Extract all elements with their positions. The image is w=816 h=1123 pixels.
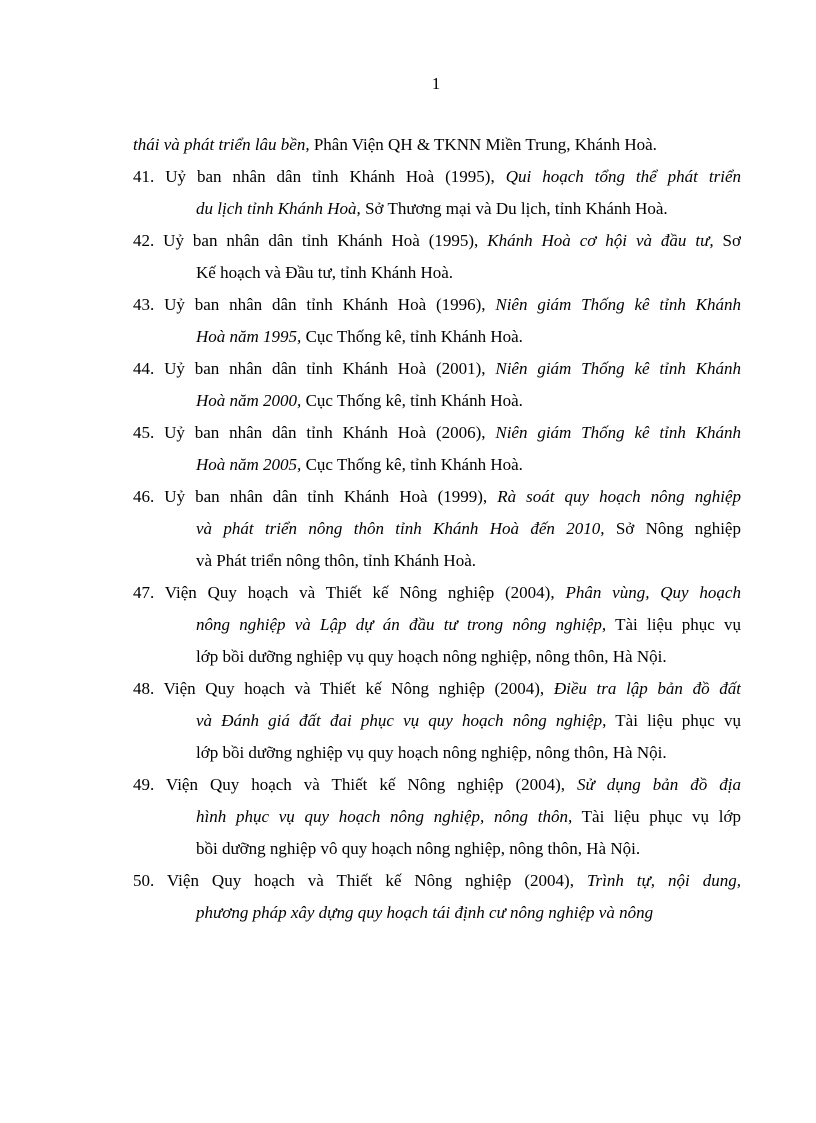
reference-text: Cục Thống kê, tỉnh Khánh Hoà. [301, 391, 523, 410]
reference-title-text: Hoà năm 2005, [196, 455, 302, 474]
reference-title-text: Niên giám Thống kê tỉnh Khánh [495, 423, 741, 442]
reference-text: Tài liệu phục vụ lớp [572, 807, 741, 826]
reference-title-text: thái và phát triển lâu bền, [133, 135, 310, 154]
reference-line [133, 321, 741, 353]
reference-title-text: Sử dụng bản đồ địa [577, 775, 741, 794]
reference-title-text: và Đánh giá đất đai phục vụ quy hoạch nông nghiệp, [196, 711, 607, 730]
reference-title-text: du lịch tỉnh Khánh Hoà, [196, 199, 361, 218]
reference-line [133, 385, 741, 417]
reference-title-text: Hoà năm 1995, [196, 327, 302, 346]
reference-text: lớp bồi dưỡng nghiệp vụ quy hoạch nông nghiệp, nông thôn, Hà Nội. [196, 647, 667, 666]
reference-title-text: Niên giám Thống kê tỉnh Khánh [495, 295, 741, 314]
reference-text: 46. Uỷ ban nhân dân tỉnh Khánh Hoà (1999), [133, 487, 498, 506]
reference-text: lớp bồi dưỡng nghiệp vụ quy hoạch nông nghiệp, nông thôn, Hà Nội. [196, 743, 667, 762]
reference-line [133, 353, 741, 385]
reference-line [133, 481, 741, 513]
reference-title-text: Niên giám Thống kê tỉnh Khánh [495, 359, 741, 378]
reference-title-text: Rà soát quy hoạch nông nghiệp [497, 487, 741, 506]
reference-text: và Phát triển nông thôn, tỉnh Khánh Hoà. [196, 551, 476, 570]
reference-title-text: Trình tự, nội dung, [586, 871, 741, 890]
reference-line [133, 737, 741, 769]
reference-line [133, 417, 741, 449]
page-number: 1 [431, 74, 441, 93]
reference-line [133, 513, 741, 545]
reference-text: Sở Nông nghiệp [604, 519, 741, 538]
reference-title-text: nông nghiệp và Lập dự án đầu tư trong nông nghiệp, [196, 615, 607, 634]
reference-line [133, 609, 741, 641]
reference-line [133, 801, 741, 833]
reference-text: Kế hoạch và Đầu tư, tỉnh Khánh Hoà. [196, 263, 454, 282]
reference-text: 49. Viện Quy hoạch và Thiết kế Nông nghiệp (2004), [133, 775, 578, 794]
reference-title-text: Điều tra lập bản đồ đất [553, 679, 741, 698]
reference-line [133, 129, 741, 161]
reference-text: 45. Uỷ ban nhân dân tỉnh Khánh Hoà (2006), [133, 423, 496, 442]
reference-text: Sơ [713, 231, 741, 250]
reference-text: 42. Uỷ ban nhân dân tỉnh Khánh Hoà (1995), [133, 231, 488, 250]
reference-line [133, 769, 741, 801]
reference-text: 44. Uỷ ban nhân dân tỉnh Khánh Hoà (2001), [133, 359, 496, 378]
reference-text: 47. Viện Quy hoạch và Thiết kế Nông nghiệp (2004), [133, 583, 566, 602]
reference-text: Phân Viện QH & TKNN Miền Trung, Khánh Hoà. [309, 135, 657, 154]
reference-text: Tài liệu phục vụ [606, 615, 741, 634]
reference-line [133, 225, 741, 257]
reference-text: 43. Uỷ ban nhân dân tỉnh Khánh Hoà (1996), [133, 295, 496, 314]
reference-line [133, 193, 741, 225]
reference-title-text: và phát triển nông thôn tỉnh Khánh Hoà đến 2010, [196, 519, 605, 538]
reference-line [133, 641, 741, 673]
reference-line [133, 865, 741, 897]
reference-text: bồi dưỡng nghiệp vô quy hoạch nông nghiệp, nông thôn, Hà Nội. [196, 839, 641, 858]
reference-list [133, 129, 741, 929]
reference-title-text: Hoà năm 2000, [196, 391, 302, 410]
reference-line [133, 161, 741, 193]
reference-text: Cục Thống kê, tỉnh Khánh Hoà. [301, 327, 523, 346]
reference-title-text: Qui hoạch tổng thể phát triển [505, 167, 741, 186]
reference-line [133, 545, 741, 577]
reference-title-text: Khánh Hoà cơ hội và đầu tư, [487, 231, 714, 250]
reference-line [133, 257, 741, 289]
reference-text: Sở Thương mại và Du lịch, tỉnh Khánh Hoà. [360, 199, 668, 218]
reference-line [133, 833, 741, 865]
reference-line [133, 449, 741, 481]
reference-text: Tài liệu phục vụ [606, 711, 741, 730]
reference-title-text: Phân vùng, Quy hoạch [565, 583, 741, 602]
reference-text: Cục Thống kê, tỉnh Khánh Hoà. [301, 455, 523, 474]
reference-line [133, 897, 741, 929]
reference-line [133, 673, 741, 705]
reference-text: 41. Uỷ ban nhân dân tỉnh Khánh Hoà (1995), [133, 167, 506, 186]
reference-text: 48. Viện Quy hoạch và Thiết kế Nông nghiệp (2004), [133, 679, 554, 698]
reference-line [133, 289, 741, 321]
reference-title-text: hình phục vụ quy hoạch nông nghiệp, nông thôn, [196, 807, 573, 826]
reference-line [133, 577, 741, 609]
reference-title-text: phương pháp xây dựng quy hoạch tái định cư nông nghiệp và nông [196, 903, 654, 922]
reference-text: 50. Viện Quy hoạch và Thiết kế Nông nghiệp (2004), [133, 871, 587, 890]
reference-line [133, 705, 741, 737]
